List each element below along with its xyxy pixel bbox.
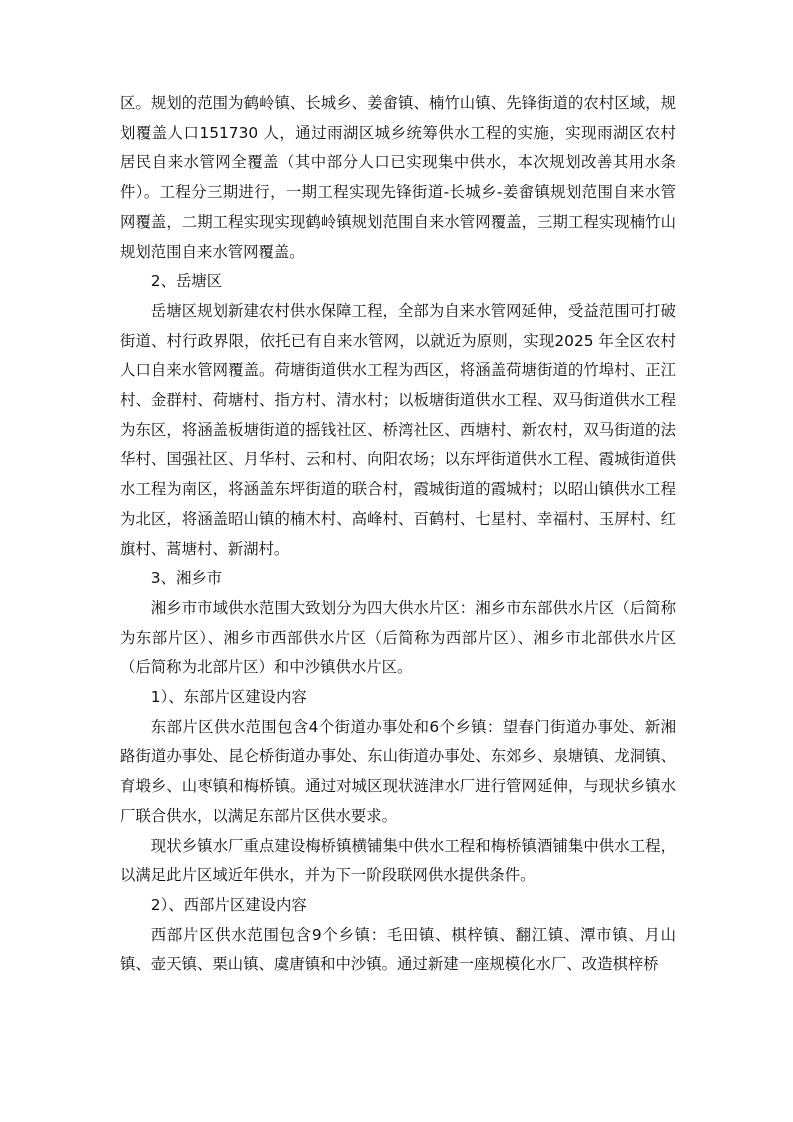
paragraph-yuhu-scope: 区。规划的范围为鹤岭镇、长城乡、姜畲镇、楠竹山镇、先锋街道的农村区域，规划覆盖人口151730 人，通过雨湖区城乡统筹供水工程的实施，实现雨湖区农村居民自来水管网全覆盖（其中部分人口已实现集中供水，本次规划改善其用水条件）。工程分三期进行，一期工程实现先锋街道-长城乡-姜畲镇规划范围自来水管网覆盖，二期工程实现实现鹤岭镇规划范围自来水管网覆盖，三期工程实现楠竹山规划范围自来水管网覆盖。 — [120, 94, 676, 261]
paragraph-west-zone-scope: 西部片区供水范围包含9个乡镇：毛田镇、棋梓镇、翻江镇、潭市镇、月山镇、壶天镇、栗山镇、虞唐镇和中沙镇。通过新建一座规模化水厂、改造棋梓桥 — [120, 925, 676, 974]
document-body — [120, 89, 676, 980]
paragraph-east-zone-plants: 现状乡镇水厂重点建设梅桥镇横铺集中供水工程和梅桥镇酒铺集中供水工程，以满足此片区域近年供水，并为下一阶段联网供水提供条件。 — [120, 836, 676, 885]
paragraph-yuetang-plan: 岳塘区规划新建农村供水保障工程，全部为自来水管网延伸，受益范围可打破街道、村行政界限，依托已有自来水管网，以就近为原则，实现2025 年全区农村人口自来水管网覆盖。荷塘街道供水工程为西区，将涵盖荷塘街道的竹埠村、正江村、金群村、荷塘村、指方村、清水村；以板塘街道供水工程、双马街道供水工程为东区，将涵盖板塘街道的摇钱社区、桥湾社区、西塘村、新农村，双马街道的法华村、国强社区、月华村、云和村、向阳农场；以东坪街道供水工程、霞城街道供水工程为南区，将涵盖东坪街道的联合村，霞城街道的霞城村；以昭山镇供水工程为北区，将涵盖昭山镇的楠木村、高峰村、百鹤村、七星村、幸福村、玉屏村、红旗村、蒿塘村、新湖村。 — [120, 301, 676, 558]
paragraph-east-zone-scope: 东部片区供水范围包含4个街道办事处和6个乡镇：望春门街道办事处、新湘路街道办事处、昆仑桥街道办事处、东山街道办事处、东郊乡、泉塘镇、龙洞镇、育塅乡、山枣镇和梅桥镇。通过对城区现状涟津水厂进行管网延伸，与现状乡镇水厂联合供水，以满足东部片区供水要求。 — [120, 717, 676, 825]
heading-xiangxiang: 3、湘乡市 — [150, 569, 223, 588]
heading-west-zone: 2）、西部片区建设内容 — [150, 895, 307, 914]
heading-east-zone: 1）、东部片区建设内容 — [150, 688, 307, 707]
paragraph-xiangxiang-zones: 湘乡市市域供水范围大致划分为四大供水片区：湘乡市东部供水片区（后简称为东部片区）、湘乡市西部供水片区（后简称为西部片区）、湘乡市北部供水片区（后简称为北部片区）和中沙镇供水片区。 — [120, 598, 676, 677]
heading-yuetang: 2、岳塘区 — [150, 272, 223, 291]
